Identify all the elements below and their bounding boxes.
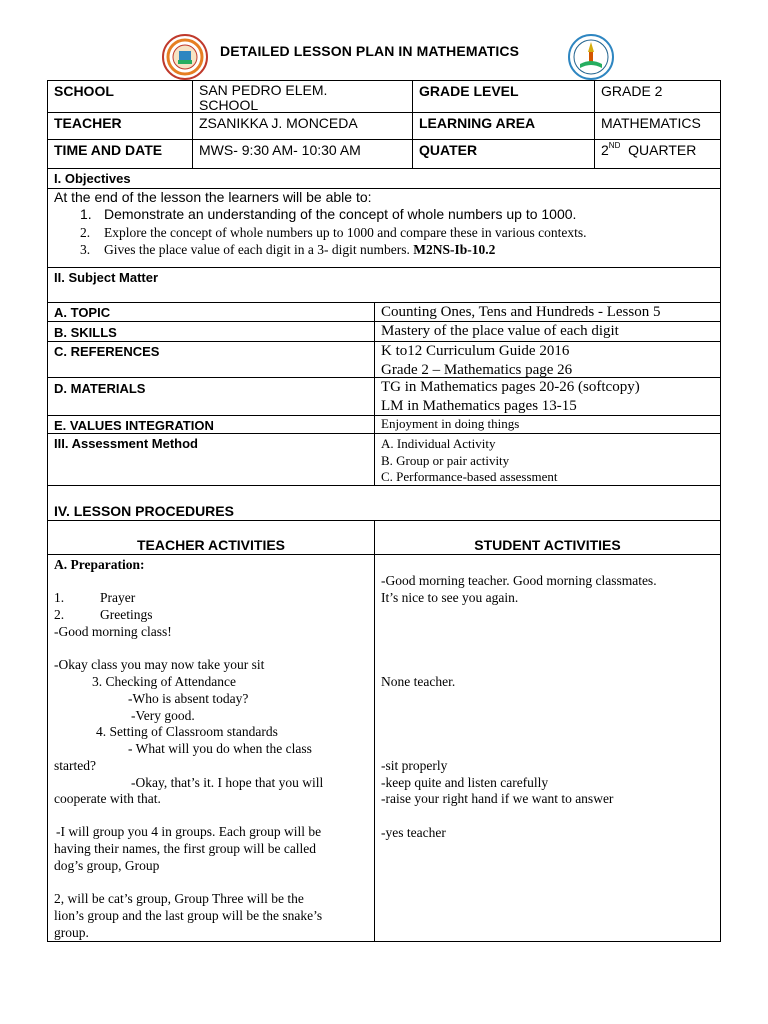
values-label: E. VALUES INTEGRATION [47, 415, 375, 434]
teacher-good-morning: -Good morning class! [54, 624, 172, 639]
time-label: TIME AND DATE [47, 139, 193, 169]
materials-label: D. MATERIALS [47, 377, 375, 416]
objective-num-3: 3. [80, 242, 91, 257]
greetings-step: Greetings [100, 607, 153, 622]
group-line3: dog’s group, Group [54, 858, 160, 873]
objective-num-1: 1. [80, 206, 92, 222]
objective-num-2: 2. [80, 225, 91, 240]
assessment-2: B. Group or pair activity [381, 452, 510, 468]
question-line2: started? [54, 758, 96, 773]
area-value: MATHEMATICS [594, 112, 721, 140]
preparation-heading: A. Preparation: [54, 557, 145, 572]
material-2: LM in Mathematics pages 13-15 [381, 398, 577, 414]
student-yes: -yes teacher [381, 825, 446, 840]
prayer-num: 1. [54, 590, 65, 605]
student-activities-header: STUDENT ACTIVITIES [374, 520, 721, 555]
objective-2: Explore the concept of whole numbers up to 1000 and compare these in various contexts. [104, 225, 587, 240]
group-line2: having their names, the first group will be called [54, 841, 317, 856]
page-title: DETAILED LESSON PLAN IN MATHEMATICS [220, 43, 520, 59]
competency-code: M2NS-Ib-10.2 [413, 242, 496, 257]
student-quiet: -keep quite and listen carefully [381, 775, 549, 790]
objectives-body [47, 188, 721, 268]
group-line6: group. [54, 925, 89, 940]
student-good-morning-2: It’s nice to see you again. [381, 590, 519, 605]
student-none: None teacher. [381, 674, 456, 689]
objective-3: Gives the place value of each digit in a 3- digit numbers. M2NS-Ib-10.2 [104, 242, 496, 257]
greet-num: 2. [54, 607, 65, 622]
school-value-line2: SCHOOL [199, 97, 259, 113]
area-label: LEARNING AREA [412, 112, 595, 140]
procedures-heading: IV. LESSON PROCEDURES [47, 485, 721, 521]
quarter-label: QUATER [412, 139, 595, 169]
skills-value: Mastery of the place value of each digit [374, 321, 721, 342]
group-line1: -I will group you 4 in groups. Each group will be [56, 824, 322, 839]
okay-line1: -Okay, that’s it. I hope that you will [131, 775, 324, 790]
material-1: TG in Mathematics pages 20-26 (softcopy) [381, 379, 640, 395]
who-absent: -Who is absent today? [128, 691, 249, 706]
objectives-intro: At the end of the lesson the learners will be able to: [54, 189, 372, 205]
topic-value: Counting Ones, Tens and Hundreds - Lesson 5 [374, 302, 721, 322]
grade-value: GRADE 2 [594, 80, 721, 113]
school-value-line1: SAN PEDRO ELEM. [199, 82, 328, 98]
question-line1: - What will you do when the class [128, 741, 312, 756]
quarter-text: QUARTER [628, 142, 697, 158]
quarter-value [594, 139, 721, 169]
time-value: MWS- 9:30 AM- 10:30 AM [192, 139, 413, 169]
very-good: -Very good. [131, 708, 195, 723]
values-value: Enjoyment in doing things [374, 415, 721, 434]
skills-label: B. SKILLS [47, 321, 375, 342]
references-label: C. REFERENCES [47, 341, 375, 378]
references-value [374, 341, 721, 378]
topic-label: A. TOPIC [47, 302, 375, 322]
quarter-num: 2 [601, 142, 609, 158]
student-raise: -raise your right hand if we want to answer [381, 791, 614, 806]
objectives-heading: I. Objectives [47, 168, 721, 189]
student-sit: -sit properly [381, 758, 448, 773]
teacher-value: ZSANIKKA J. MONCEDA [192, 112, 413, 140]
attendance-step: 3. Checking of Attendance [92, 674, 236, 689]
teacher-take-sit: -Okay class you may now take your sit [54, 657, 265, 672]
assessment-1: A. Individual Activity [381, 436, 496, 451]
assessment-3: C. Performance-based assessment [381, 469, 558, 484]
document-header [0, 0, 768, 80]
division-seal-icon [568, 34, 614, 80]
standards-step: 4. Setting of Classroom standards [96, 724, 278, 739]
teacher-label: TEACHER [47, 112, 193, 140]
school-seal-icon [162, 34, 208, 80]
subject-heading: II. Subject Matter [47, 267, 721, 303]
student-activities [374, 554, 721, 942]
reference-1: K to12 Curriculum Guide 2016 [381, 343, 570, 359]
materials-value [374, 377, 721, 416]
prayer-step: Prayer [100, 590, 136, 605]
school-value [192, 80, 413, 113]
student-good-morning-1: -Good morning teacher. Good morning classmates. [381, 573, 657, 588]
assessment-value [374, 433, 721, 486]
grade-label: GRADE LEVEL [412, 80, 595, 113]
reference-2: Grade 2 – Mathematics page 26 [381, 362, 573, 378]
group-line5: lion’s group and the last group will be the snake’s [54, 908, 323, 923]
group-line4: 2, will be cat’s group, Group Three will be the [54, 891, 304, 906]
teacher-activities [47, 554, 375, 942]
teacher-activities-header: TEACHER ACTIVITIES [47, 520, 375, 555]
school-label: SCHOOL [47, 80, 193, 113]
assessment-label: III. Assessment Method [47, 433, 375, 486]
objective-1: Demonstrate an understanding of the concept of whole numbers up to 1000. [104, 206, 577, 222]
quarter-sup: ND [608, 141, 621, 151]
okay-line2: cooperate with that. [54, 791, 161, 806]
